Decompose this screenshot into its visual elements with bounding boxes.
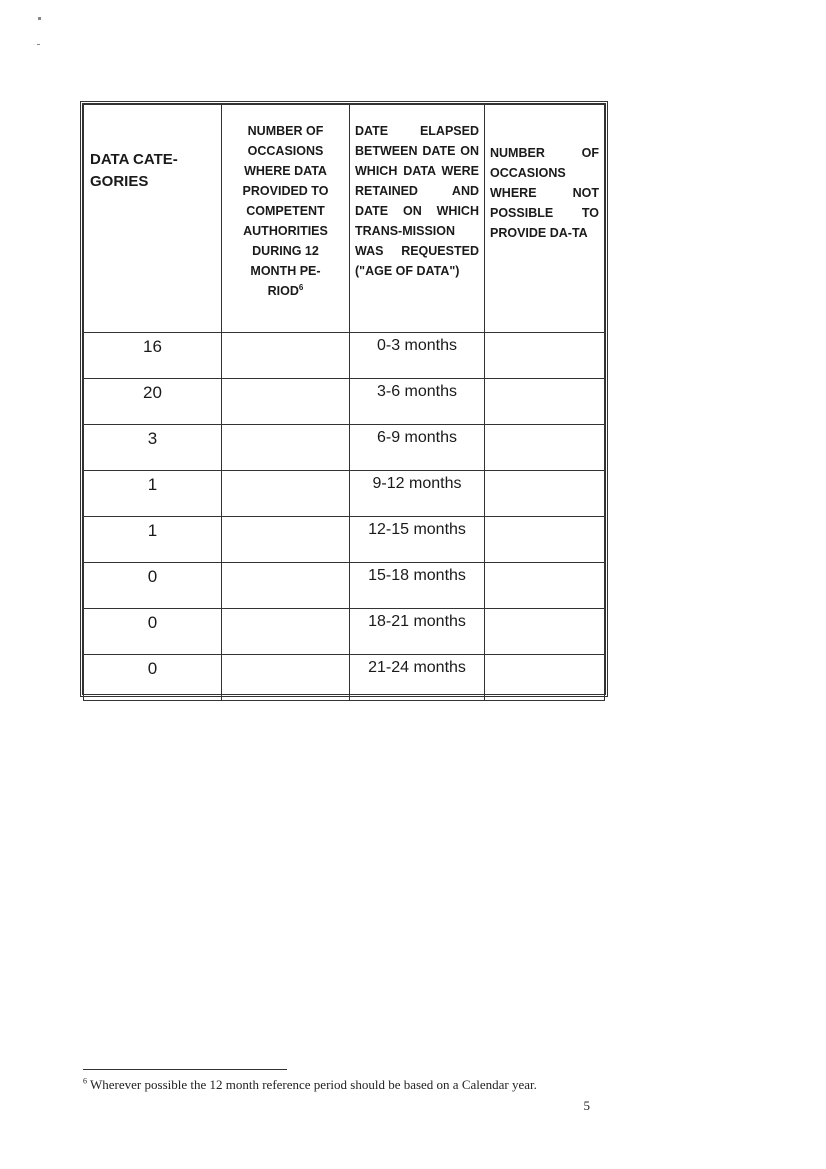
cell-occasions-provided xyxy=(222,517,350,563)
header-occasions-provided xyxy=(222,105,350,333)
header-occasions-provided-text: NUMBER OF OCCASIONS WHERE DATA PROVIDED TO COMPETENT AUTHORITIES DURING 12 MONTH PE- RIOD xyxy=(242,124,329,298)
table-header-row xyxy=(84,105,605,333)
footnote xyxy=(83,1077,683,1093)
table-row xyxy=(84,655,605,701)
cell-occasions-not-possible xyxy=(485,379,605,425)
cell-age-of-data: 6-9 months xyxy=(350,425,485,471)
cell-age-of-data: 21-24 months xyxy=(350,655,485,701)
cell-occasions-provided xyxy=(222,655,350,701)
footnote-ref: 6 xyxy=(298,282,304,292)
cell-age-of-data: 15-18 months xyxy=(350,563,485,609)
cell-data-categories: 1 xyxy=(84,471,222,517)
cell-occasions-not-possible xyxy=(485,563,605,609)
data-retention-table xyxy=(80,101,608,697)
header-data-categories: DATA CATE- GORIES xyxy=(84,105,222,333)
footnote-number: 6 xyxy=(83,1076,87,1086)
table-row xyxy=(84,333,605,379)
table-row xyxy=(84,563,605,609)
cell-occasions-provided xyxy=(222,425,350,471)
cell-data-categories: 3 xyxy=(84,425,222,471)
cell-data-categories: 1 xyxy=(84,517,222,563)
cell-occasions-provided xyxy=(222,379,350,425)
header-occasions-not-possible: NUMBER OF OCCASIONS WHERE NOT POSSIBLE TO PROVIDE DA-TA xyxy=(485,105,605,333)
cell-data-categories: 0 xyxy=(84,655,222,701)
cell-age-of-data: 9-12 months xyxy=(350,471,485,517)
cell-occasions-not-possible xyxy=(485,471,605,517)
cell-occasions-provided xyxy=(222,609,350,655)
cell-age-of-data: 12-15 months xyxy=(350,517,485,563)
scan-speck xyxy=(37,44,40,45)
cell-data-categories: 0 xyxy=(84,563,222,609)
table-grid xyxy=(83,104,605,701)
table-row xyxy=(84,425,605,471)
table-row xyxy=(84,609,605,655)
footnote-separator xyxy=(83,1069,287,1070)
cell-occasions-not-possible xyxy=(485,425,605,471)
cell-occasions-provided xyxy=(222,333,350,379)
cell-data-categories: 16 xyxy=(84,333,222,379)
cell-occasions-not-possible xyxy=(485,517,605,563)
header-age-of-data: DATE ELAPSED BETWEEN DATE ON WHICH DATA WERE RETAINED AND DATE ON WHICH TRANS-MISSION WAS REQUESTED ("AGE OF DATA") xyxy=(350,105,485,333)
cell-data-categories: 20 xyxy=(84,379,222,425)
cell-age-of-data: 3-6 months xyxy=(350,379,485,425)
table-row xyxy=(84,517,605,563)
cell-age-of-data: 18-21 months xyxy=(350,609,485,655)
cell-occasions-not-possible xyxy=(485,333,605,379)
cell-occasions-provided xyxy=(222,471,350,517)
cell-occasions-not-possible xyxy=(485,609,605,655)
cell-age-of-data: 0-3 months xyxy=(350,333,485,379)
page-number: 5 xyxy=(583,1098,590,1113)
scan-speck xyxy=(38,17,41,20)
cell-occasions-provided xyxy=(222,563,350,609)
cell-data-categories: 0 xyxy=(84,609,222,655)
footnote-text: Wherever possible the 12 month reference period should be based on a Calendar year. xyxy=(90,1077,537,1092)
cell-occasions-not-possible xyxy=(485,655,605,701)
table-row xyxy=(84,471,605,517)
table-row xyxy=(84,379,605,425)
